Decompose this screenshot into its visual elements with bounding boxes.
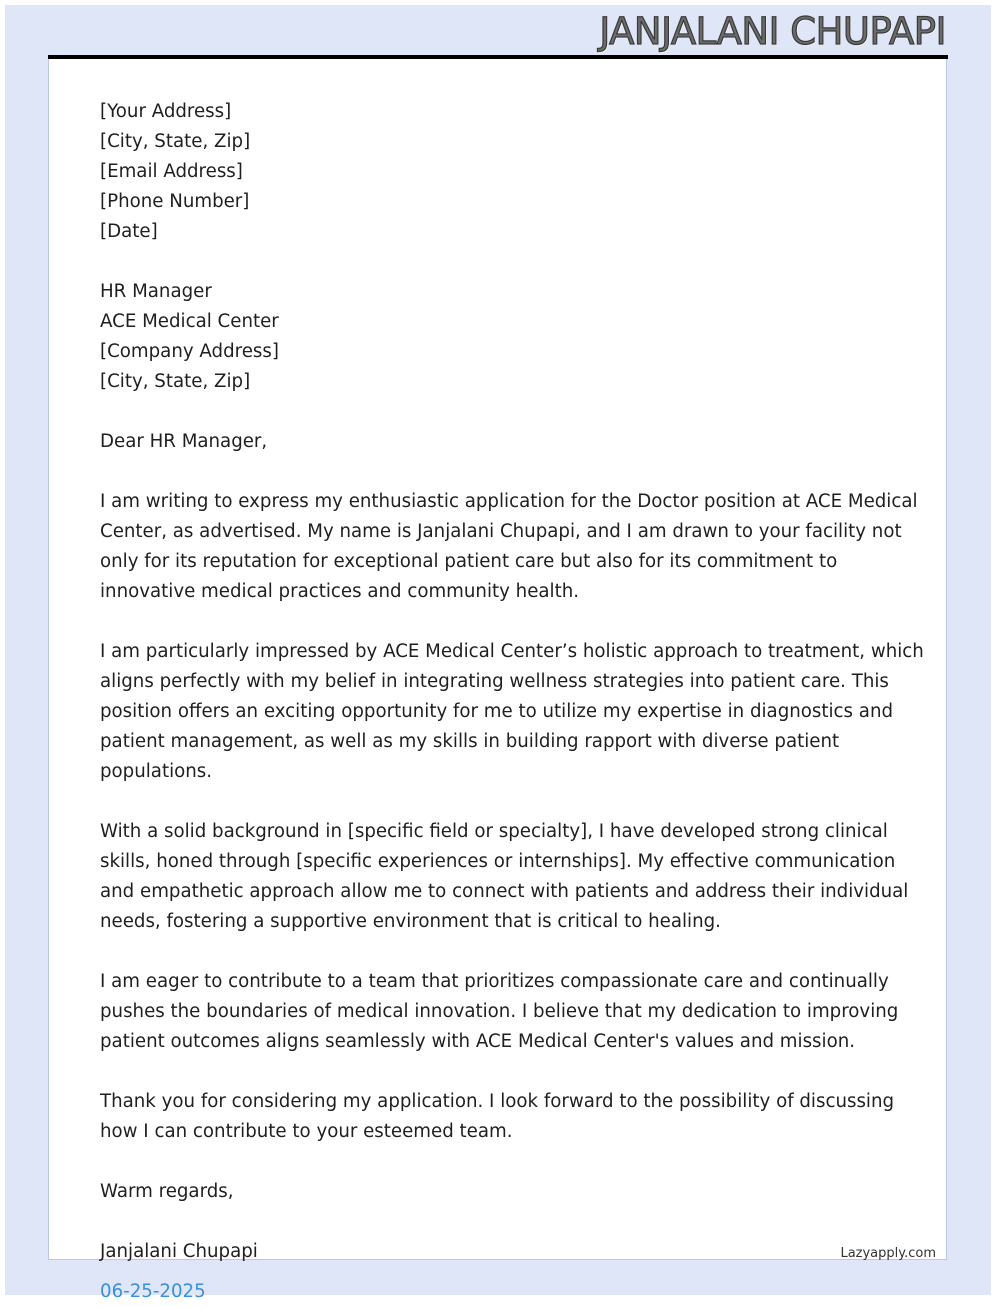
paragraph-line: only for its reputation for exceptional patient care but also for its commitment to bbox=[100, 551, 838, 572]
closing: Warm regards, bbox=[100, 1181, 234, 1202]
sender-email: [Email Address] bbox=[100, 161, 243, 182]
paragraph-line: populations. bbox=[100, 761, 213, 782]
sender-date: [Date] bbox=[100, 221, 158, 242]
paragraph-line: I am eager to contribute to a team that prioritizes compassionate care and continually bbox=[100, 971, 889, 992]
paragraph-line: I am particularly impressed by ACE Medical Center’s holistic approach to treatment, which bbox=[100, 641, 924, 662]
cover-letter bbox=[100, 97, 924, 1307]
sender-city-state-zip: [City, State, Zip] bbox=[100, 131, 251, 152]
sender-address: [Your Address] bbox=[100, 101, 232, 122]
paragraph-line: pushes the boundaries of medical innovation. I believe that my dedication to improving bbox=[100, 1001, 899, 1022]
paragraph-4 bbox=[100, 967, 900, 1057]
paragraph-line: and empathetic approach allow me to connect with patients and address their individual bbox=[100, 881, 909, 902]
paragraph-3 bbox=[100, 817, 909, 937]
watermark: Lazyapply.com bbox=[840, 1246, 936, 1261]
recipient-company: ACE Medical Center bbox=[100, 311, 279, 332]
paragraph-line: innovative medical practices and community health. bbox=[100, 581, 580, 602]
letter-date: 06-25-2025 bbox=[100, 1281, 206, 1302]
paragraph-line: Center, as advertised. My name is Janjalani Chupapi, and I am drawn to your facility not bbox=[100, 521, 902, 542]
paragraph-line: aligns perfectly with my belief in integrating wellness strategies into patient care. This bbox=[100, 671, 889, 692]
recipient-title: HR Manager bbox=[100, 281, 212, 302]
recipient-address: [Company Address] bbox=[100, 341, 279, 362]
paragraph-line: I am writing to express my enthusiastic application for the Doctor position at ACE Medical bbox=[100, 491, 918, 512]
paragraph-line: skills, honed through [specific experiences or internships]. My effective communication bbox=[100, 851, 896, 872]
paragraph-1 bbox=[100, 487, 918, 607]
salutation: Dear HR Manager, bbox=[100, 431, 268, 452]
paragraph-line: position offers an exciting opportunity for me to utilize my expertise in diagnostics and bbox=[100, 701, 894, 722]
paragraph-line: With a solid background in [specific field or specialty], I have developed strong clinical bbox=[100, 821, 888, 842]
paragraph-line: patient outcomes aligns seamlessly with ACE Medical Center's values and mission. bbox=[100, 1031, 856, 1052]
paragraph-line: Thank you for considering my application. I look forward to the possibility of discussing bbox=[100, 1091, 895, 1112]
paragraph-2 bbox=[100, 637, 924, 787]
paragraph-line: how I can contribute to your esteemed team. bbox=[100, 1121, 513, 1142]
paragraph-line: patient management, as well as my skills in building rapport with diverse patient bbox=[100, 731, 840, 752]
signature: Janjalani Chupapi bbox=[100, 1241, 258, 1262]
sender-phone: [Phone Number] bbox=[100, 191, 250, 212]
paragraph-line: needs, fostering a supportive environment that is critical to healing. bbox=[100, 911, 721, 932]
header-name: JANJALANI CHUPAPI bbox=[599, 10, 946, 53]
paragraph-5 bbox=[100, 1087, 900, 1147]
recipient-city-state-zip: [City, State, Zip] bbox=[100, 371, 251, 392]
